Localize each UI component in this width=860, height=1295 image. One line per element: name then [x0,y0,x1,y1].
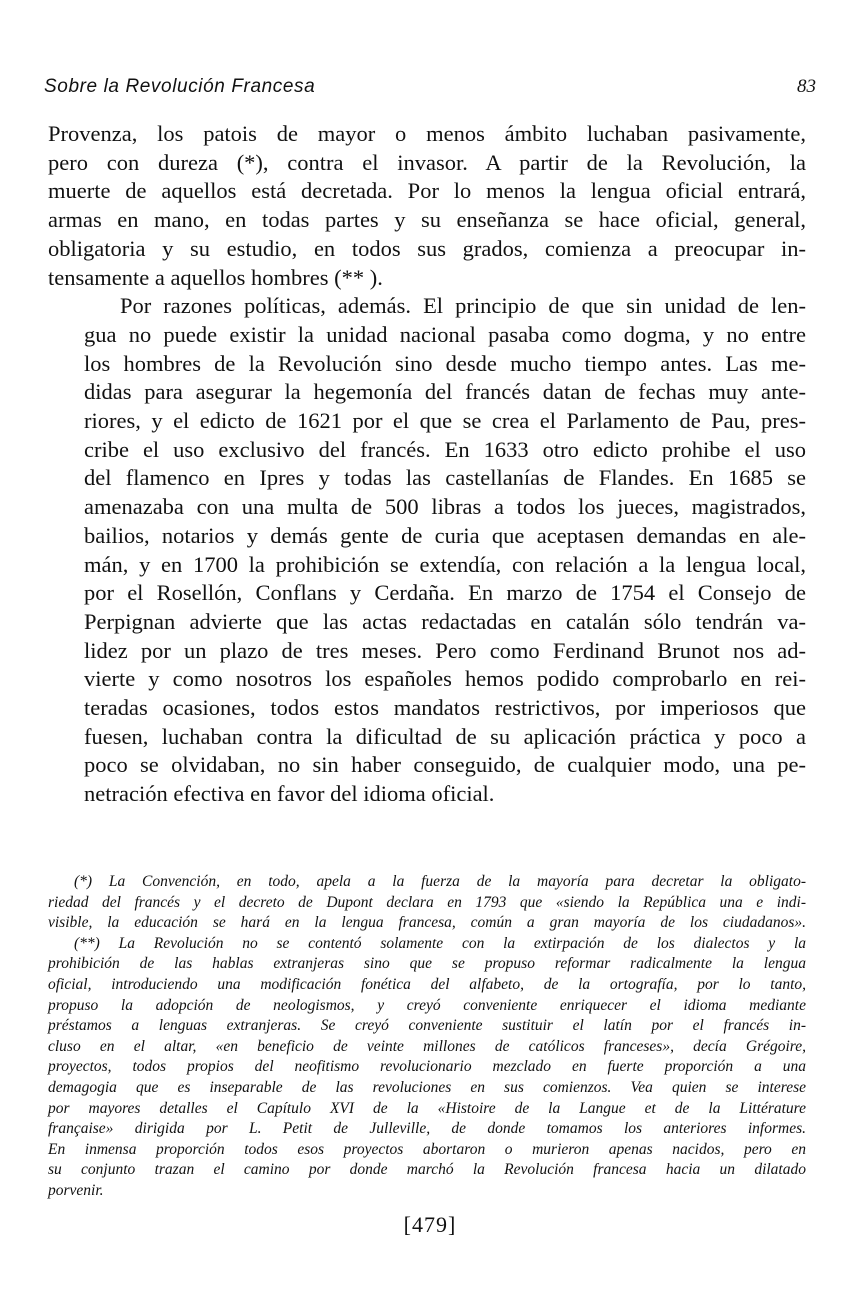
text-line: del flamenco en Ipres y todas las castellanías de Flandes. En 1685 se [84,465,806,491]
footnote [48,934,806,1202]
text-line: gua no puede existir la unidad nacional pasaba como dogma, y no entre [84,321,806,347]
footnote-line: proyectos, todos propios del neofitismo revolucionario mezclado en fuerte proporción a una [48,1058,806,1076]
footnote-line: oficial, introduciendo una modificación fonética del alfabeto, de la ortografía, por lo tanto, [48,975,806,993]
footnote-line: porvenir. [48,1181,104,1199]
footnote-line: (**) La Revolución no se contentó solamente con la extirpación de los dialectos y la [74,934,806,952]
text-line: Provenza, los patois de mayor o menos ámbito luchaban pasivamente, [48,121,806,146]
text-line: didas para asegurar la hegemonía del francés datan de fechas muy ante- [84,379,806,405]
text-line: poco se olvidaban, no sin haber conseguido, de cualquier modo, una pe- [84,752,806,778]
footnote-line: préstamos a lenguas extranjeras. Se creyó conveniente sustituir el latín por el francés in- [48,1017,806,1035]
footnote-line: propuso la adopción de neologismos, y creyó conveniente enriquecer el idioma mediante [48,996,806,1014]
running-title: Sobre la Revolución Francesa [44,76,316,97]
text-line: lidez por un plazo de tres meses. Pero como Ferdinand Brunot nos ad- [84,637,806,663]
footnote-line: prohibición de las hablas extranjeras sino que se propuso reformar radicalmente la lengua [48,955,806,973]
text-line: armas en mano, en todas partes y su enseñanza se hace oficial, general, [48,207,806,233]
footnote-line: riedad del francés y el decreto de Dupont declara en 1793 que «siendo la República una e indi- [48,893,806,911]
text-line: vierte y como nosotros los españoles hemos podido comprobarlo en rei- [84,666,806,692]
text-line: netración efectiva en favor del idioma oficial. [84,781,495,807]
page-number: 83 [797,76,816,97]
running-header [44,76,816,100]
text-line: mán, y en 1700 la prohibición se extendía, con relación a la lengua local, [84,551,806,577]
footnotes [48,872,806,1202]
paragraph [48,292,806,809]
footnote-line: (*) La Convención, en todo, apela a la fuerza de la mayoría para decretar la obligato- [74,873,806,890]
footnote [48,872,806,934]
text-line: por el Rosellón, Conflans y Cerdaña. En marzo de 1754 el Consejo de [84,580,806,606]
text-line: cribe el uso exclusivo del francés. En 1633 otro edicto prohibe el uso [84,436,806,462]
body-text [48,120,806,809]
text-line: muerte de aquellos está decretada. Por lo menos la lengua oficial entrará, [48,178,806,204]
text-line: obligatoria y su estudio, en todos sus grados, comienza a preocupar in- [48,235,806,261]
footnote-line: visible, la educación se hará en la lengua francesa, común a gran mayoría de los ciudadanos». [48,914,806,932]
text-line: riores, y el edicto de 1621 por el que se crea el Parlamento de Pau, pres- [84,408,806,434]
footnote-line: demagogia que es inseparable de las revoluciones en sus comienzos. Vea quien se interese [48,1078,806,1096]
footnote-line: En inmensa proporción todos esos proyectos abortaron o murieron apenas nacidos, pero en [48,1140,806,1158]
footnote-line: por mayores detalles el Capítulo XVI de la «Histoire de la Langue et de la Littérature [48,1099,806,1117]
archive-page-number: [479] [403,1212,457,1237]
footnote-line: cluso en el altar, «en beneficio de veinte millones de católicos franceses», decía Grégoire, [48,1037,806,1055]
footnote-line: française» dirigida por L. Petit de Julleville, de donde tomamos los anteriores informes. [48,1120,806,1138]
paragraph [48,120,806,292]
text-line: Perpignan advierte que las actas redactadas en catalán sólo tendrán va- [84,608,806,634]
text-line: bailios, notarios y demás gente de curia que aceptasen demandas en ale- [84,522,806,548]
text-line: los hombres de la Revolución sino desde mucho tiempo antes. Las me- [84,350,806,376]
text-line: tensamente a aquellos hombres (** ). [48,264,383,290]
text-line: Por razones políticas, además. El principio de que sin unidad de len- [120,293,806,319]
text-line: fuesen, luchaban contra la dificultad de su aplicación práctica y poco a [84,723,806,749]
text-line: teradas ocasiones, todos estos mandatos restrictivos, por imperiosos que [84,695,806,721]
footnote-line: su conjunto trazan el camino por donde marchó la Revolución francesa hacia un dilatado [48,1161,806,1179]
text-line: pero con dureza (*), contra el invasor. A partir de la Revolución, la [48,149,806,175]
text-line: amenazaba con una multa de 500 libras a todos los jueces, magistrados, [84,494,806,520]
